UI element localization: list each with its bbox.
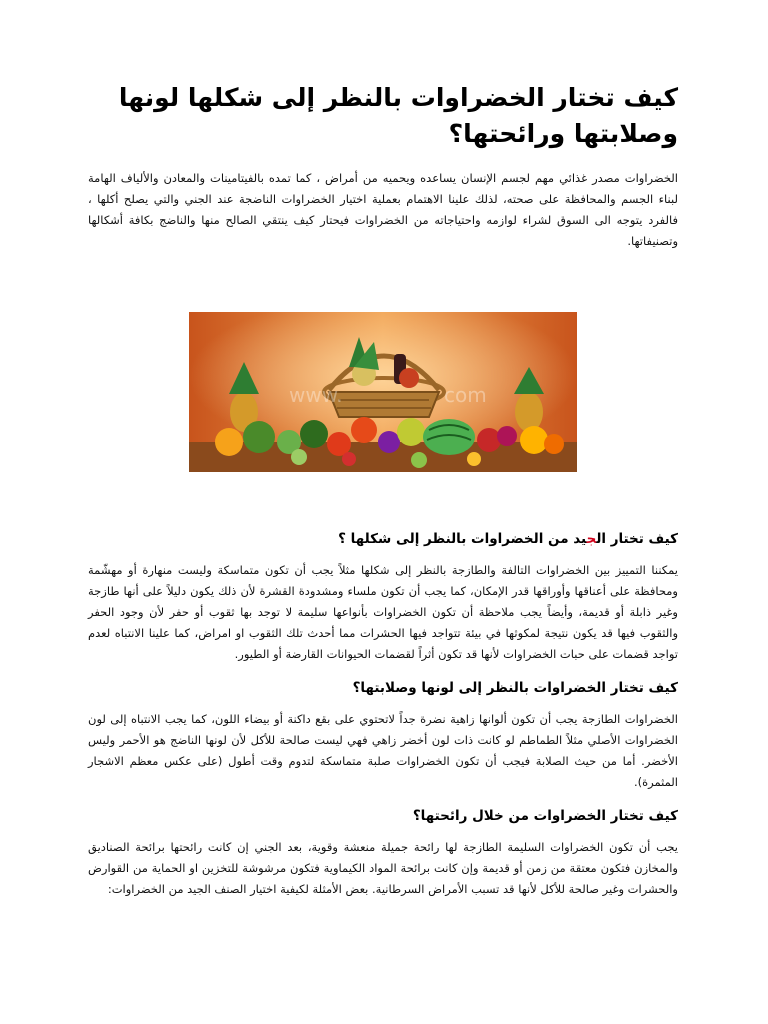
document-title: كيف تختار الخضراوات بالنظر إلى شكلها لونها وصلابتها ورائحتها؟ — [118, 83, 678, 148]
watermark-text: www. — [289, 383, 343, 407]
vegetables-basket-image — [189, 312, 577, 472]
section-smell-body: يجب أن تكون الخضراوات السليمة الطازجة لها رائحة جميلة منعشة وقوية، بعد الجني إن كانت رائحتها برائحة الصناديق والمخازن فتكون معتقة من زمن أو قديمة وإن كانت برائحة المواد الكيماوية فتكون مرشوشة للتخزين او الحماية من القوارض والحشرات وغير صالحة للأكل لأنها قد تسبب الأمراض السرطانية. بعض الأمثلة لكيفية اختيار الصنف الجيد من الخضراوات: — [88, 840, 678, 896]
section-smell — [88, 805, 678, 900]
section-color-heading: كيف تختار الخضراوات بالنظر إلى لونها وصلابتها؟ — [352, 680, 678, 696]
section-smell-heading: كيف تختار الخضراوات من خلال رائحتها؟ — [412, 808, 678, 824]
section-color — [88, 677, 678, 793]
watermark-tail: com — [444, 383, 487, 407]
section-color-body: الخضراوات الطازجة يجب أن تكون ألوانها زاهية نضرة جداً لاتحتوي على بقع داكنة أو بيضاء اللون، كما يجب الانتباه إلى لون الخضراوات الأصلي مثلاً الطماطم لو كانت ذات لون أخضر زاهي فهي ليست صالحة للأكل لأن لونها الناضج هو الأحمر وليس الأخضر. أما من حيث الصلابة فيجب أن تكون الخضراوات صلبة متماسكة لتدوم وقت أطول (على عكس معظم الاشجار المثمرة). — [88, 712, 678, 789]
section-shape-body: يمكننا التمييز بين الخضراوات التالفة والطازجة بالنظر إلى شكلها مثلاً يجب أن تكون متماسكة وليست منهارة أو مهشّمة ومحافظة على أعناقها وأوراقها قدر الإمكان، كما يجب أن تكون ملساء ومشدودة القشرة لأن ذلك يكون دليلاً على أنها طازجة وغير ذابلة أو قديمة، وأيضاً يجب ملاحظة أن تكون الخضراوات بأنواعها سليمة لا توجد بها ثقوب أو حفر لأن وجود الحفر والثقوب فيها قد يكون نتيجة لمكوثها في بيئة تتواجد فيها الحشرات مما أحدث تلك الثقوب او امراض، كما علينا الانتباه لعدم تواجد قضمات على حبات الخضراوات لأنها قد تكون أثراً لقضمات الحيوانات القارضة أو الطيور. — [88, 563, 678, 661]
section-shape-heading: كيف تختار الجيد من الخضراوات بالنظر إلى شكلها ؟ — [338, 531, 678, 547]
intro-paragraph: الخضراوات مصدر غذائي مهم لجسم الإنسان يساعده ويحميه من أمراض ، كما تمده بالفيتامينات والمعادن والألياف الهامة لبناء الجسم والمحافظة على صحته، لذلك علينا الاهتمام بعملية اختيار الخضراوات الناضجة عند الجني والتي يصلح أكلها ، فالفرد يتوجه الى السوق لشراء لوازمه واحتياجاته من الخضراوات فيحتار كيف ينتقي الصالح منها والناضج بكافة أشكالها وتصنيفاتها. — [88, 171, 678, 248]
section-shape — [88, 528, 678, 665]
document-page — [88, 80, 678, 912]
